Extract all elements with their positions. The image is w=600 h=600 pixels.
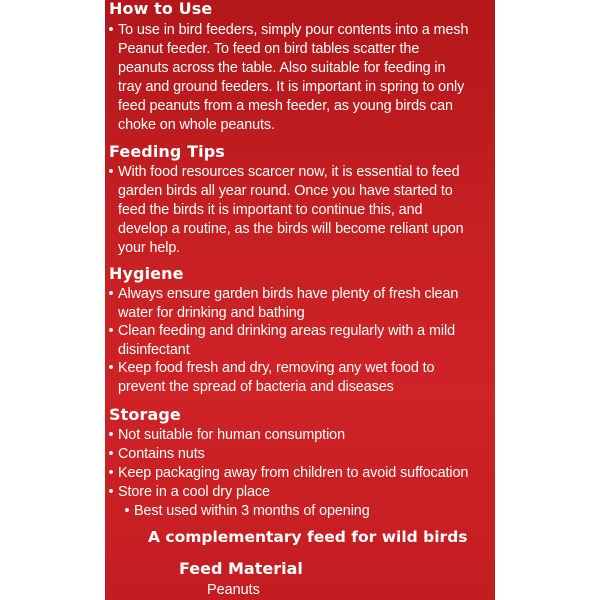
item-text <box>118 426 345 445</box>
feed-material-heading: Feed Material <box>179 559 303 578</box>
tagline: A complementary feed for wild birds <box>148 528 468 546</box>
text-line: Store in a cool dry place <box>118 484 270 500</box>
text-line: peanuts across the table. Also suitable for feeding in <box>118 60 446 76</box>
item-text <box>118 359 434 397</box>
bullet-icon: • <box>108 360 114 376</box>
text-line: choke on whole peanuts. <box>118 117 275 133</box>
bullet-icon: • <box>108 164 114 180</box>
text-line: disinfectant <box>118 342 190 358</box>
text-line: Contains nuts <box>118 446 205 462</box>
feeding-tips-heading: Feeding Tips <box>109 142 225 161</box>
storage-heading: Storage <box>109 405 181 424</box>
text-line: feed the birds it is important to continue this, and <box>118 202 423 218</box>
item-text <box>118 322 455 360</box>
bullet-icon: • <box>108 22 114 38</box>
item-text <box>118 21 468 135</box>
text-line: your help. <box>118 240 181 256</box>
text-line: Not suitable for human consumption <box>118 427 345 443</box>
bullet-icon: • <box>124 503 130 519</box>
text-line: Clean feeding and drinking areas regularly with a mild <box>118 323 455 339</box>
bullet-icon: • <box>108 427 114 443</box>
text-line: garden birds all year round. Once you have started to <box>118 183 453 199</box>
text-line: Peanut feeder. To feed on bird tables scatter the <box>118 41 420 57</box>
item-text <box>118 445 205 464</box>
bullet-icon: • <box>108 323 114 339</box>
text-line: tray and ground feeders. It is important in spring to only <box>118 79 465 95</box>
bullet-icon: • <box>108 484 114 500</box>
text-line: With food resources scarcer now, it is essential to feed <box>118 164 460 180</box>
hygiene-heading: Hygiene <box>109 264 184 283</box>
text-line: Keep food fresh and dry, removing any wet food to <box>118 360 435 376</box>
text-line: Keep packaging away from children to avoid suffocation <box>118 465 469 481</box>
text-line: prevent the spread of bacteria and diseases <box>118 379 394 395</box>
item-text <box>118 163 464 258</box>
instruction-panel <box>105 0 495 600</box>
feed-material-value: Peanuts <box>207 582 260 598</box>
text-line: Best used within 3 months of opening <box>134 503 370 519</box>
item-text <box>118 464 468 483</box>
text-line: develop a routine, as the birds will become reliant upon <box>118 221 464 237</box>
text-line: To use in bird feeders, simply pour contents into a mesh <box>118 22 469 38</box>
how-to-use-heading: How to Use <box>109 0 213 18</box>
bullet-icon: • <box>108 286 114 302</box>
bullet-icon: • <box>108 465 114 481</box>
text-line: water for drinking and bathing <box>118 305 305 321</box>
item-text <box>118 285 458 323</box>
item-text <box>118 483 270 502</box>
text-line: feed peanuts from a mesh feeder, as young birds can <box>118 98 453 114</box>
text-line: Always ensure garden birds have plenty of fresh clean <box>118 286 459 302</box>
bullet-icon: • <box>108 446 114 462</box>
item-text <box>134 502 370 521</box>
